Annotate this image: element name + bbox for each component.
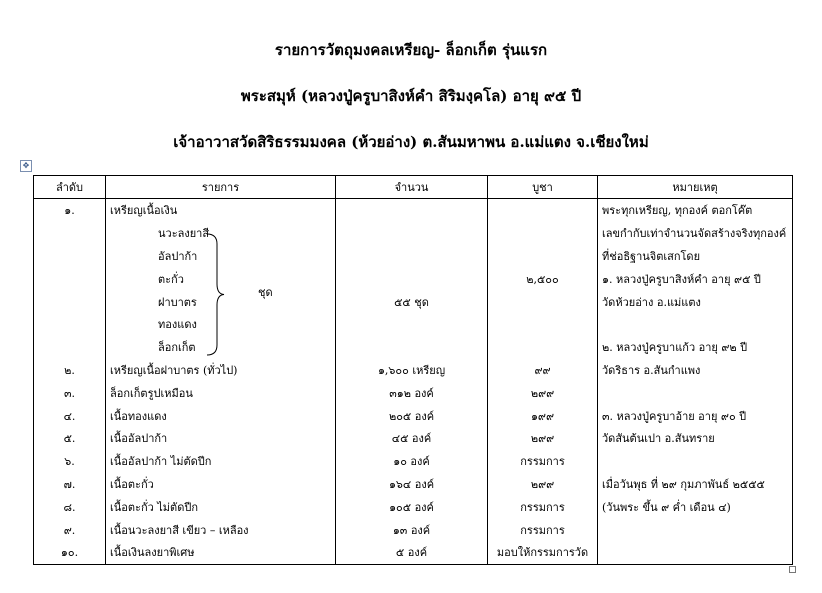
table-row	[34, 381, 793, 404]
cell-quantity: ๑๖๔ องค์	[336, 473, 488, 496]
cell-price: ๒,๕๐๐	[488, 267, 598, 290]
table-row	[34, 199, 793, 222]
table-row	[34, 267, 793, 290]
table-header-row	[34, 176, 793, 199]
cell-quantity: ๑,๖๐๐ เหรียญ	[336, 359, 488, 382]
cell-price: ๒๙๙	[488, 427, 598, 450]
cell-price	[488, 313, 598, 336]
cell-item: ล็อกเก็ต	[106, 336, 336, 359]
header-price: บูชา	[488, 176, 598, 199]
cell-quantity	[336, 313, 488, 336]
table-row	[34, 222, 793, 245]
cell-item: เนื้ออัลปาก้า ไม่ตัดปีก	[106, 450, 336, 473]
table-row	[34, 313, 793, 336]
cell-quantity: ๕ องค์	[336, 541, 488, 564]
header-quantity: จำนวน	[336, 176, 488, 199]
cell-note	[598, 313, 793, 336]
cell-no: ๒.	[34, 359, 106, 382]
table-row	[34, 359, 793, 382]
cell-quantity	[336, 267, 488, 290]
cell-no	[34, 267, 106, 290]
cell-note	[598, 381, 793, 404]
header-note: หมายเหตุ	[598, 176, 793, 199]
cell-price: กรรมการ	[488, 518, 598, 541]
group-label: ชุด	[258, 286, 273, 299]
table-move-handle-icon[interactable]: ✥	[20, 160, 32, 172]
cell-item: ล็อกเก็ตรูปเหมือน	[106, 381, 336, 404]
cell-price: กรรมการ	[488, 450, 598, 473]
cell-price	[488, 222, 598, 245]
cell-price: มอบให้กรรมการวัด	[488, 541, 598, 564]
cell-item: ฝาบาตร	[106, 290, 336, 313]
cell-no: ๑๐.	[34, 541, 106, 564]
cell-item: เนื้อตะกั่ว ไม่ตัดปีก	[106, 495, 336, 518]
cell-no: ๘.	[34, 495, 106, 518]
cell-no	[34, 222, 106, 245]
cell-quantity	[336, 222, 488, 245]
document-subtitle-temple: เจ้าอาวาสวัดสิริธรรมมงคล (ห้วยอ่าง) ต.สันมหาพน อ.แม่แตง จ.เชียงใหม่	[173, 133, 649, 151]
cell-item: เนื้ออัลปาก้า	[106, 427, 336, 450]
table-row	[34, 290, 793, 313]
cell-item: นวะลงยาสี	[106, 222, 336, 245]
cell-price: ๙๙	[488, 359, 598, 382]
cell-item: เนื้อตะกั่ว	[106, 473, 336, 496]
cell-item: เนื้อเงินลงยาพิเศษ	[106, 541, 336, 564]
header-item: รายการ	[106, 176, 336, 199]
cell-quantity	[336, 199, 488, 222]
cell-note: วัดห้วยอ่าง อ.แม่แตง	[598, 290, 793, 313]
cell-no: ๖.	[34, 450, 106, 473]
cell-no: ๓.	[34, 381, 106, 404]
cell-no: ๔.	[34, 404, 106, 427]
cell-quantity: ๓๑๒ องค์	[336, 381, 488, 404]
table-row	[34, 495, 793, 518]
cell-quantity: ๑๓ องค์	[336, 518, 488, 541]
cell-note: ๓. หลวงปู่ครูบาอ้าย อายุ ๙๐ ปี	[598, 404, 793, 427]
cell-note: วัดริธาร อ.สันกำแพง	[598, 359, 793, 382]
cell-no: ๙.	[34, 518, 106, 541]
cell-quantity: ๕๕ ชุด	[336, 290, 488, 313]
cell-item: อัลปาก้า	[106, 245, 336, 268]
cell-note	[598, 518, 793, 541]
table-resize-handle-icon[interactable]	[789, 566, 796, 573]
cell-price: ๒๙๙	[488, 381, 598, 404]
cell-price	[488, 290, 598, 313]
cell-quantity	[336, 336, 488, 359]
cell-item: ตะกั่ว	[106, 267, 336, 290]
cell-price: ๑๙๙	[488, 404, 598, 427]
table-row	[34, 473, 793, 496]
cell-note: ๒. หลวงปู่ครูบาแก้ว อายุ ๙๒ ปี	[598, 336, 793, 359]
cell-note: เมื่อวันพุธ ที่ ๒๙ กุมภาพันธ์ ๒๕๕๕	[598, 473, 793, 496]
cell-price: ๒๙๙	[488, 473, 598, 496]
cell-note: พระทุกเหรียญ, ทุกองค์ ตอกโค๊ต	[598, 199, 793, 222]
table-row	[34, 404, 793, 427]
cell-no	[34, 336, 106, 359]
cell-price	[488, 199, 598, 222]
cell-item: เนื้อทองแดง	[106, 404, 336, 427]
cell-note: ๑. หลวงปู่ครูบาสิงห์คำ อายุ ๙๕ ปี	[598, 267, 793, 290]
cell-price	[488, 336, 598, 359]
table-row	[34, 245, 793, 268]
group-bracket-icon	[205, 232, 225, 357]
cell-quantity: ๒๐๕ องค์	[336, 404, 488, 427]
table-row	[34, 450, 793, 473]
cell-no	[34, 245, 106, 268]
cell-no	[34, 290, 106, 313]
cell-no: ๗.	[34, 473, 106, 496]
table-row	[34, 541, 793, 564]
cell-item: เหรียญเนื้อฝาบาตร (ทั่วไป)	[106, 359, 336, 382]
cell-note: (วันพระ ขึ้น ๙ ค่ำ เดือน ๔)	[598, 495, 793, 518]
table-row	[34, 427, 793, 450]
cell-price	[488, 245, 598, 268]
table-row	[34, 518, 793, 541]
table-row	[34, 336, 793, 359]
cell-note: เลขกำกับเท่าจำนวนจัดสร้างจริงทุกองค์	[598, 222, 793, 245]
cell-price: กรรมการ	[488, 495, 598, 518]
cell-item: เนื้อนวะลงยาสี เขียว – เหลือง	[106, 518, 336, 541]
cell-no	[34, 313, 106, 336]
cell-quantity: ๑๐๕ องค์	[336, 495, 488, 518]
cell-quantity: ๑๐ องค์	[336, 450, 488, 473]
cell-quantity: ๔๕ องค์	[336, 427, 488, 450]
header-no: ลำดับ	[34, 176, 106, 199]
cell-no: ๑.	[34, 199, 106, 222]
document-title: รายการวัตถุมงคลเหรียญ- ล็อกเก็ต รุ่นแรก	[274, 41, 548, 59]
cell-item: ทองแดง	[106, 313, 336, 336]
cell-quantity	[336, 245, 488, 268]
document-subtitle-monk: พระสมุห์ (หลวงปู่ครูบาสิงห์คำ สิริมงฺคโล) อายุ ๙๕ ปี	[240, 87, 582, 105]
items-table	[33, 175, 793, 565]
cell-note	[598, 450, 793, 473]
cell-note: ที่ช่อธิฐานจิตเสกโดย	[598, 245, 793, 268]
cell-note	[598, 541, 793, 564]
cell-note: วัดสันต้นเปา อ.สันทราย	[598, 427, 793, 450]
cell-no: ๕.	[34, 427, 106, 450]
cell-item: เหรียญเนื้อเงิน	[106, 199, 336, 222]
